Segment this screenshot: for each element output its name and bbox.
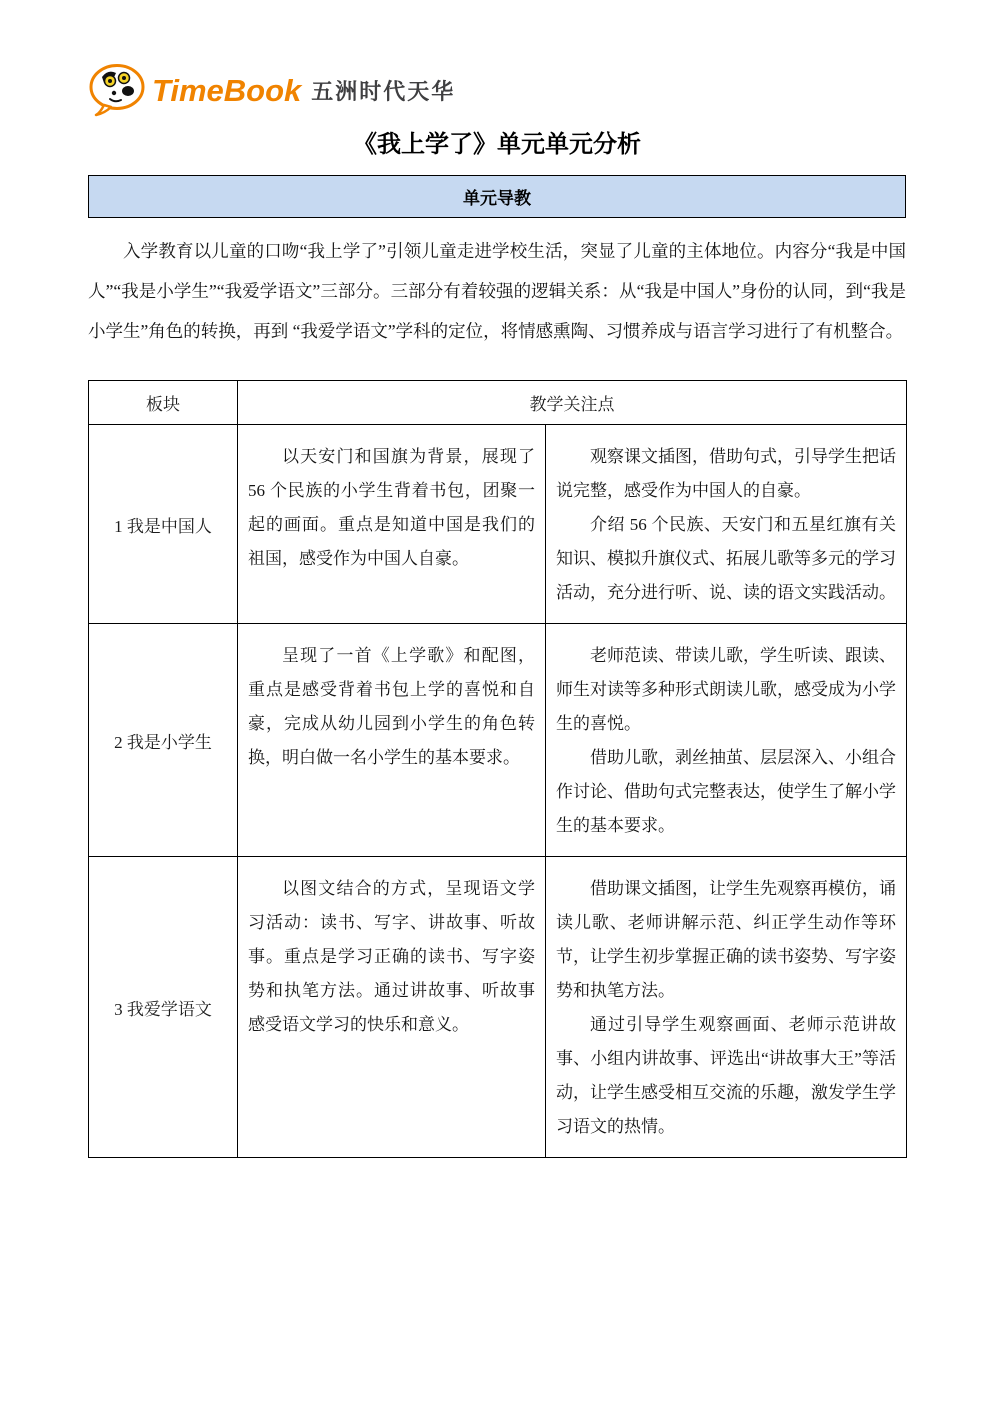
- company-name: 五洲时代天华: [311, 78, 456, 104]
- row-label-cell: 2 我是小学生: [89, 624, 238, 857]
- focus-cell: [546, 857, 907, 1158]
- table-header-row: [89, 381, 907, 425]
- header-cell-teaching-focus: 教学关注点: [238, 381, 907, 425]
- page-title: 《我上学了》单元单元分析: [353, 131, 641, 158]
- section-banner: [88, 175, 906, 218]
- brand-logo: [88, 62, 906, 118]
- focus-paragraph-2: 通过引导学生观察画面、老师示范讲故事、小组内讲故事、评选出“讲故事大王”等活动，让学生感受相互交流的乐趣，激发学生学习语文的热情。: [556, 1015, 896, 1136]
- row-label-cell: 1 我是中国人: [89, 425, 238, 624]
- description-paragraph: 以图文结合的方式，呈现语文学习活动：读书、写字、讲故事、听故事。重点是学习正确的读书、写字姿势和执笔方法。通过讲故事、听故事感受语文学习的快乐和意义。: [248, 879, 535, 1034]
- description-paragraph: 呈现了一首《上学歌》和配图，重点是感受背着书包上学的喜悦和自豪，完成从幼儿园到小学生的角色转换，明白做一名小学生的基本要求。: [248, 646, 535, 767]
- description-cell: [238, 857, 546, 1158]
- table-row: [89, 857, 907, 1158]
- unit-analysis-table: [88, 380, 907, 1158]
- page-content: [88, 62, 906, 1158]
- intro-paragraph: 入学教育以儿童的口吻“我上学了”引领儿童走进学校生活，突显了儿童的主体地位。内容分“我是中国人”“我是小学生”“我爱学语文”三部分。三部分有着较强的逻辑关系：从“我是中国人”身份的认同，到“我是小学生”角色的转换，再到 “我爱学语文”学科的定位，将情感熏陶、习惯养成与语言学习进行了有机整合。: [88, 241, 906, 341]
- row-label-cell: 3 我爱学语文: [89, 857, 238, 1158]
- focus-paragraph-1: 观察课文插图，借助句式，引导学生把话说完整，感受作为中国人的自豪。: [556, 447, 896, 500]
- focus-paragraph-1: 借助课文插图，让学生先观察再模仿，诵读儿歌、老师讲解示范、纠正学生动作等环节，让学生初步掌握正确的读书姿势、写字姿势和执笔方法。: [556, 879, 896, 1000]
- section-banner-label: 单元导教: [463, 189, 531, 208]
- brand-name: TimeBook: [152, 72, 302, 108]
- description-paragraph: 以天安门和国旗为背景，展现了 56 个民族的小学生背着书包，团聚一起的画面。重点是知道中国是我们的祖国，感受作为中国人自豪。: [248, 447, 535, 568]
- cow-speech-bubble-icon: [88, 63, 146, 117]
- focus-cell: [546, 425, 907, 624]
- table-row: [89, 425, 907, 624]
- header-cell-section: 板块: [89, 381, 238, 425]
- focus-paragraph-1: 老师范读、带读儿歌，学生听读、跟读、师生对读等多种形式朗读儿歌，感受成为小学生的喜悦。: [556, 646, 896, 733]
- description-cell: [238, 624, 546, 857]
- table-row: [89, 624, 907, 857]
- focus-cell: [546, 624, 907, 857]
- focus-paragraph-2: 介绍 56 个民族、天安门和五星红旗有关知识、模拟升旗仪式、拓展儿歌等多元的学习活动，充分进行听、说、读的语文实践活动。: [556, 515, 896, 602]
- description-cell: [238, 425, 546, 624]
- focus-paragraph-2: 借助儿歌，剥丝抽茧、层层深入、小组合作讨论、借助句式完整表达，使学生了解小学生的基本要求。: [556, 748, 896, 835]
